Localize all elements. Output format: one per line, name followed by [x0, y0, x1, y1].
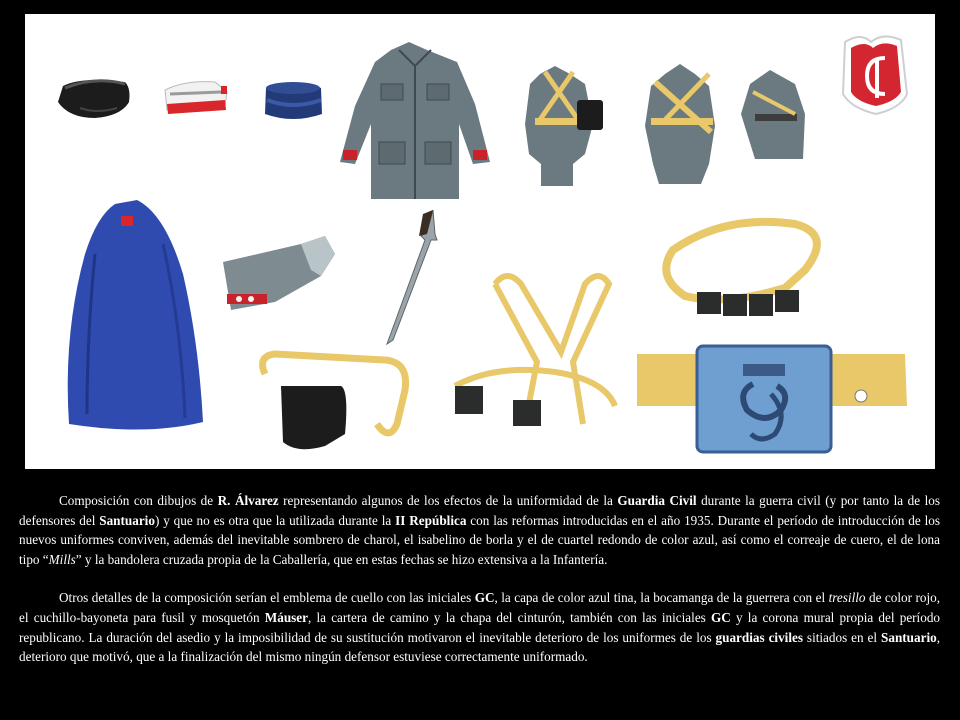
- belt-with-cartridge-pouches: [666, 222, 817, 316]
- caption-paragraph-1: [19, 491, 940, 569]
- caption-text-run: Composición con dibujos de: [59, 493, 218, 508]
- caption-text-run: Otros detalles de la composición serían el emblema de cuello con las iniciales: [59, 590, 475, 606]
- jacket-with-crossed-bandolier: [645, 64, 715, 184]
- caption-text-run: Santuario: [99, 512, 155, 528]
- cuff-with-tresillo: [223, 236, 335, 310]
- caption-text-run: Máuser: [264, 609, 308, 625]
- tricorn-hat: [58, 80, 130, 118]
- caption-text-run: tresillo: [828, 590, 866, 606]
- caption-text-run: II República: [395, 512, 467, 528]
- caption-text-run: Santuario: [881, 629, 937, 645]
- caption-text-run: ” y la bandolera cruzada propia de la Caballería, que en estas fechas se hizo extensiva a la Infantería.: [75, 551, 608, 567]
- caption-text-run: Guardia Civil: [617, 493, 697, 508]
- cuchillo-bayonet: [387, 210, 437, 344]
- caption-text-run: ) y que no es otra que la utilizada durante la: [154, 512, 396, 528]
- caption-text-run: guardias civiles: [715, 629, 803, 645]
- caption-text-run: , deterioro que motivó, que a la finalización del mismo ningún defensor estuviese correctamente uniformado.: [19, 629, 941, 665]
- crossed-bandolier-harness: [455, 276, 615, 426]
- gc-collar-emblem: [843, 36, 907, 114]
- jacket-back-view: [741, 70, 805, 159]
- caption: [19, 491, 940, 667]
- caption-text-run: GC: [711, 609, 731, 625]
- caption-text-run: con las reformas introducidas en el año 1935. Durante el período de introducción de los nuevos uniformes conviven, además del inevitable sombrero de charol, el isabelino de borla y el de cuartel redondo de color azul, así como el correaje de cuero, el de lona tipo “: [19, 512, 941, 567]
- caption-text-run: y la corona mural propia del período republicano. La duración del asedio y la imposibilidad de su sustitución motivaron el inevitable deterioro de los uniformes de los: [19, 609, 941, 645]
- caption-text-run: sitiados en el: [803, 629, 882, 645]
- blue-cape: [68, 200, 203, 430]
- jacket-with-mills-webbing: [525, 66, 603, 186]
- belt-buckle-gc-mural-crown: [637, 346, 907, 452]
- caption-text-run: de color rojo, el cuchillo-bayoneta para fusil y mosquetón: [19, 590, 940, 625]
- caption-text-run: GC: [474, 590, 495, 606]
- caption-text-run: durante la guerra civil (y por tanto la de los defensores del: [19, 493, 940, 528]
- caption-text-run: Mills: [48, 551, 76, 567]
- cartera-de-camino-bag: [263, 354, 406, 449]
- isabelino-borla-cap: [165, 82, 227, 114]
- cuartel-redondo-cap: [265, 82, 322, 119]
- caption-text-run: , la capa de color azul tina, la bocamanga de la guerrera con el: [494, 590, 829, 606]
- caption-paragraph-2: [19, 588, 940, 666]
- guerrera-jacket: [340, 42, 490, 199]
- uniform-illustration: [25, 14, 935, 469]
- caption-text-run: R. Álvarez: [217, 493, 279, 508]
- caption-text-run: , la cartera de camino y la chapa del cinturón, también con las iniciales: [308, 609, 712, 625]
- caption-text-run: representando algunos de los efectos de la uniformidad de la: [278, 493, 618, 508]
